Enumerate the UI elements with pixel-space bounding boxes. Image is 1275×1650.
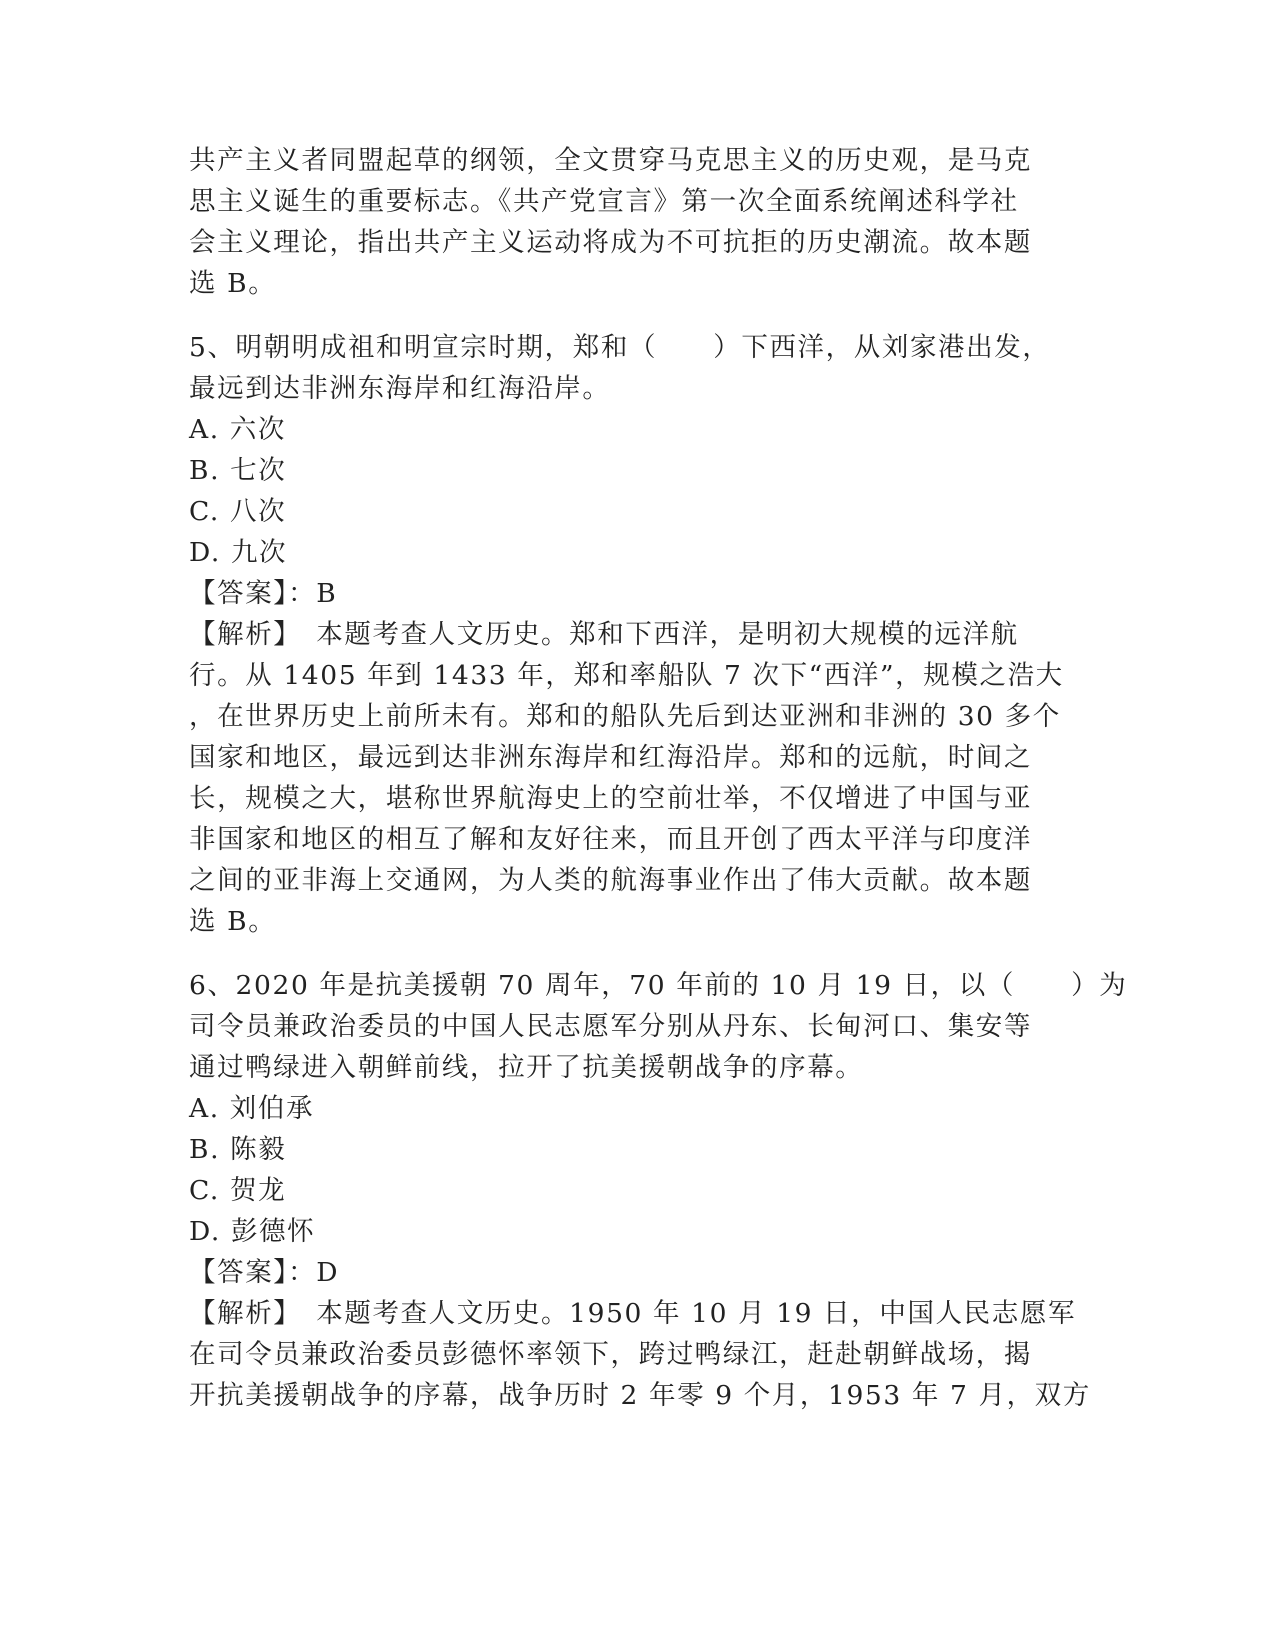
question-6-option-d: D. 彭德怀 (189, 1216, 316, 1247)
question-5-option-a: A. 六次 (189, 414, 286, 445)
question-6-stem: 6、2020 年是抗美援朝 70 周年，70 年前的 10 月 19 日，以（ ）为 (189, 970, 1128, 1001)
continuation-line: 共产主义者同盟起草的纲领，全文贯穿马克思主义的历史观，是马克 (189, 145, 1032, 176)
question-5-option-b: B. 七次 (189, 455, 287, 486)
question-6-analysis: 【解析】 本题考查人文历史。1950 年 10 月 19 日，中国人民志愿军 (189, 1298, 1077, 1329)
question-5-option-c: C. 八次 (189, 496, 287, 527)
continuation-line: 会主义理论，指出共产主义运动将成为不可抗拒的历史潮流。故本题 (189, 227, 1032, 258)
question-6-analysis: 在司令员兼政治委员彭德怀率领下，跨过鸭绿江，赶赴朝鲜战场，揭 (189, 1339, 1032, 1370)
question-6-answer: 【答案】：D (189, 1257, 340, 1288)
question-5-analysis: 之间的亚非海上交通网，为人类的航海事业作出了伟大贡献。故本题 (189, 865, 1032, 896)
question-5-option-d: D. 九次 (189, 537, 288, 568)
question-6-stem: 通过鸭绿进入朝鲜前线，拉开了抗美援朝战争的序幕。 (189, 1052, 864, 1083)
question-5-stem: 最远到达非洲东海岸和红海沿岸。 (189, 373, 611, 404)
question-6-option-b: B. 陈毅 (189, 1134, 287, 1165)
question-5-analysis: 行。从 1405 年到 1433 年，郑和率船队 7 次下“西洋”，规模之浩大 (189, 660, 1064, 691)
question-6-option-c: C. 贺龙 (189, 1175, 287, 1206)
continuation-line: 选 B。 (189, 268, 277, 299)
question-5-answer: 【答案】：B (189, 578, 338, 609)
question-6-analysis: 开抗美援朝战争的序幕，战争历时 2 年零 9 个月，1953 年 7 月，双方 (189, 1380, 1091, 1411)
question-5-analysis: 国家和地区，最远到达非洲东海岸和红海沿岸。郑和的远航，时间之 (189, 742, 1032, 773)
question-5-analysis: 长，规模之大，堪称世界航海史上的空前壮举，不仅增进了中国与亚 (189, 783, 1032, 814)
question-5-analysis: 非国家和地区的相互了解和友好往来，而且开创了西太平洋与印度洋 (189, 824, 1032, 855)
continuation-line: 思主义诞生的重要标志。《共产党宣言》第一次全面系统阐述科学社 (189, 186, 1019, 217)
question-5-analysis: 选 B。 (189, 906, 277, 937)
question-5-analysis: 【解析】 本题考查人文历史。郑和下西洋，是明初大规模的远洋航 (189, 619, 1019, 650)
question-6-option-a: A. 刘伯承 (189, 1093, 315, 1124)
question-5-stem: 5、明朝明成祖和明宣宗时期，郑和（ ）下西洋，从刘家港出发， (189, 332, 1051, 363)
question-5-analysis: ，在世界历史上前所未有。郑和的船队先后到达亚洲和非洲的 30 多个 (189, 701, 1061, 732)
question-6-stem: 司令员兼政治委员的中国人民志愿军分别从丹东、长甸河口、集安等 (189, 1011, 1032, 1042)
